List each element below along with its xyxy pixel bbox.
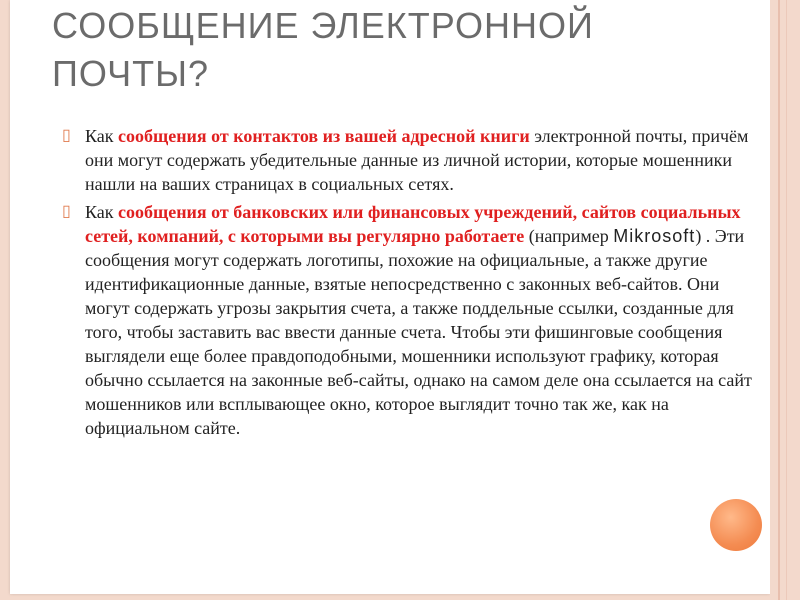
bullet-item (62, 124, 762, 196)
bullet-highlight: сообщения от контактов из вашей адресной книги (118, 126, 530, 146)
bullet-text-pre: Как (85, 202, 119, 222)
right-border-strip (770, 0, 800, 600)
decorative-circle-icon (710, 499, 762, 551)
bullet-text-post: электронной почты, причём они могут содержать убедительные данные из личной истории, которые мошенники нашли на ваших страницах в социальных сетях. (85, 126, 749, 194)
bullet-text-post-a: (например (524, 226, 614, 246)
bullet-list (62, 124, 762, 444)
slide (10, 0, 770, 594)
title-line-1: СООБЩЕНИЕ ЭЛЕКТРОННОЙ (52, 5, 594, 46)
slide-title (52, 2, 752, 98)
bullet-icon: ▯ (62, 203, 71, 220)
right-border-line (778, 0, 780, 600)
bullet-text-post-b: ) . Эти сообщения могут содержать логотипы, похожие на официальные, а также другие идентификационные данные, взятые непосредственно с законных веб-сайтов. Они могут содержать угрозы закрытия счета, а также поддельные ссылки, созданные для того, чтобы заставить вас ввести данные счета. Чтобы эти фишинговые сообщения выглядели еще более правдоподобными, мошенники используют графику, которая обычно ссылается на законные веб-сайты, однако на самом деле она ссылается на сайт мошенников или всплывающее окно, которое выглядит точно так же, как на официальном сайте. (85, 226, 752, 438)
bullet-text-pre: Как (85, 126, 119, 146)
right-border-line-thin (786, 0, 787, 600)
title-line-2: ПОЧТЫ? (52, 53, 209, 94)
bullet-item (62, 200, 762, 440)
bullet-icon: ▯ (62, 127, 71, 144)
brand-name: Mikrosoft (613, 226, 696, 246)
bullet-highlight: сообщения от банковских или финансовых учреждений, сайтов социальных сетей, компаний, с которыми вы регулярно работаете (85, 202, 741, 246)
